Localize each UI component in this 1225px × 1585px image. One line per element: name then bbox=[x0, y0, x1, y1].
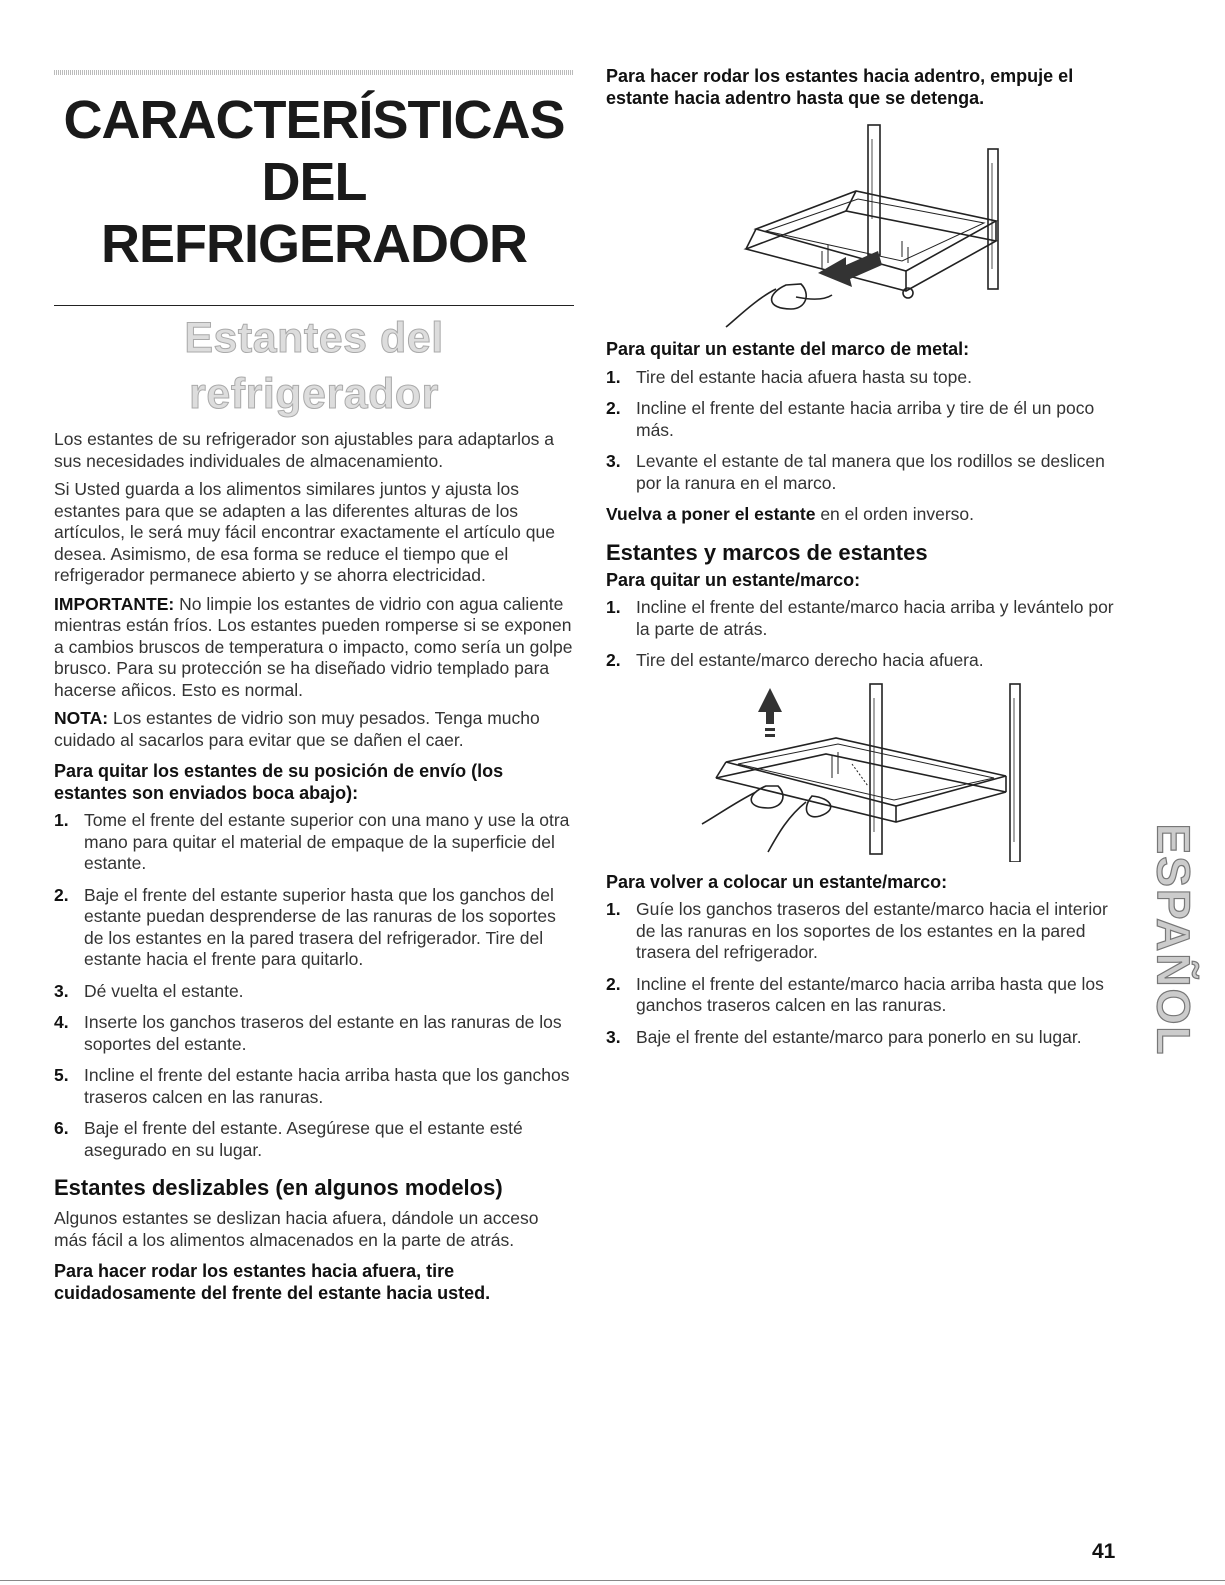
note-paragraph bbox=[54, 708, 574, 751]
page-title bbox=[54, 89, 574, 275]
page-title-line2: DEL REFRIGERADOR bbox=[100, 152, 527, 274]
step-text: Levante el estante de tal manera que los rodillos se deslicen por la ranura en el marco. bbox=[636, 451, 1105, 493]
list-item bbox=[54, 885, 574, 971]
shipping-heading: Para quitar los estantes de su posición de envío (los estantes son enviados boca abajo): bbox=[54, 761, 504, 803]
step-text: Incline el frente del estante/marco hacia arriba y levántelo por la parte de atrás. bbox=[636, 597, 1114, 639]
step-text: Incline el frente del estante hacia arriba y tire de él un poco más. bbox=[636, 398, 1095, 440]
language-tab-label: ESPAÑOL bbox=[1147, 823, 1200, 1057]
step-text: Baje el frente del estante. Asegúrese que el estante esté asegurado en su lugar. bbox=[84, 1118, 523, 1160]
list-item bbox=[606, 367, 1126, 389]
list-item bbox=[606, 974, 1126, 1017]
top-rule bbox=[54, 70, 574, 75]
replace-shelf-paragraph bbox=[606, 504, 1126, 526]
step-text: Guíe los ganchos traseros del estante/marco hacia el interior de las ranuras en los soportes de los estantes en la pared trasera del refrigerador. bbox=[636, 899, 1108, 962]
step-text: Incline el frente del estante/marco hacia arriba hasta que los ganchos traseros calcen en las ranuras. bbox=[636, 973, 1104, 1015]
remove-frame-steps bbox=[606, 597, 1126, 672]
sliding-shelves-text: Algunos estantes se deslizan hacia afuera, dándole un acceso más fácil a los alimentos almacenados en la parte de atrás. bbox=[54, 1208, 539, 1250]
frames-heading: Estantes y marcos de estantes bbox=[606, 539, 928, 565]
replace-frame-steps bbox=[606, 899, 1126, 1048]
shipping-steps bbox=[54, 810, 574, 1161]
step-text: Baje el frente del estante superior hasta que los ganchos del estante puedan desprenderse de las ranuras de los soportes de los estantes en la pared trasera del refrigerador. Tire del estante hacia el frente para quitarlo. bbox=[84, 884, 556, 969]
intro-paragraph: Los estantes de su refrigerador son ajustables para adaptarlos a sus necesidades individuales de almacenamiento. bbox=[54, 429, 555, 471]
step-text: Tire del estante hacia afuera hasta su tope. bbox=[636, 366, 972, 387]
important-paragraph bbox=[54, 594, 574, 702]
bottom-rule bbox=[0, 1580, 1225, 1581]
replace-frame-heading: Para volver a colocar un estante/marco: bbox=[606, 871, 948, 892]
remove-metal-steps bbox=[606, 367, 1126, 495]
right-column bbox=[606, 66, 1126, 1058]
list-item bbox=[606, 1027, 1126, 1049]
step-text: Incline el frente del estante hacia arriba hasta que los ganchos traseros calcen en las ranuras. bbox=[84, 1065, 570, 1107]
roll-out-instruction: Para hacer rodar los estantes hacia afuera, tire cuidadosamente del frente del estante hacia usted. bbox=[54, 1261, 491, 1303]
left-column bbox=[54, 70, 574, 1304]
list-item bbox=[54, 810, 574, 875]
shelf-frame-illustration bbox=[606, 682, 1046, 862]
list-item bbox=[606, 597, 1126, 640]
list-item bbox=[54, 1118, 574, 1161]
list-item bbox=[606, 899, 1126, 964]
step-number: 1. bbox=[606, 366, 621, 387]
step-text: Tome el frente del estante superior con una mano y use la otra mano para quitar el material de empaque de la superficie del estante. bbox=[84, 810, 570, 873]
step-number: 3. bbox=[606, 1026, 621, 1047]
step-number: 2. bbox=[606, 973, 621, 994]
step-number: 3. bbox=[606, 451, 621, 471]
step-number: 5. bbox=[54, 1065, 69, 1085]
step-number: 2. bbox=[54, 884, 69, 905]
language-side-tab bbox=[1148, 820, 1198, 1060]
step-number: 3. bbox=[54, 980, 69, 1001]
step-number: 1. bbox=[606, 899, 621, 919]
remove-metal-heading: Para quitar un estante del marco de metal: bbox=[606, 339, 970, 359]
page-number: 41 bbox=[1092, 1540, 1116, 1563]
step-number: 6. bbox=[54, 1118, 69, 1138]
remove-frame-heading: Para quitar un estante/marco: bbox=[606, 569, 861, 590]
step-text: Baje el frente del estante/marco para ponerlo en su lugar. bbox=[636, 1026, 1082, 1047]
list-item bbox=[54, 981, 574, 1003]
shelf-roll-out-illustration bbox=[606, 119, 1026, 329]
step-number: 1. bbox=[54, 810, 69, 830]
list-item bbox=[606, 650, 1126, 672]
step-text: Inserte los ganchos traseros del estante en las ranuras de los soportes del estante. bbox=[84, 1012, 562, 1054]
step-text: Tire del estante/marco derecho hacia afuera. bbox=[636, 650, 984, 670]
list-item bbox=[54, 1065, 574, 1108]
sliding-shelves-heading: Estantes deslizables (en algunos modelos) bbox=[54, 1175, 503, 1200]
list-item bbox=[606, 398, 1126, 441]
page-title-line1: CARACTERÍSTICAS bbox=[63, 90, 565, 150]
important-label: IMPORTANTE: bbox=[54, 593, 175, 614]
step-number: 4. bbox=[54, 1012, 69, 1032]
step-number: 1. bbox=[606, 597, 621, 617]
section-title: Estantes del refrigerador bbox=[184, 314, 444, 418]
note-text: Los estantes de vidrio son muy pesados. Tenga mucho cuidado al sacarlos para evitar que se dañen el caer. bbox=[54, 708, 540, 750]
replace-shelf-text: en el orden inverso. bbox=[820, 504, 975, 524]
title-rule bbox=[54, 305, 574, 306]
replace-shelf-bold: Vuelva a poner el estante bbox=[606, 504, 816, 524]
list-item bbox=[54, 1012, 574, 1055]
note-label: NOTA: bbox=[54, 708, 109, 728]
storage-paragraph: Si Usted guarda a los alimentos similares juntos y ajusta los estantes para que se adapten a las diferentes alturas de los artículos, le será muy fácil encontrar exactamente el artículo que desea. Asimismo, de esa forma se reduce el tiempo que el refrigerador permanece abierto y se ahorra electricidad. bbox=[54, 479, 555, 585]
step-text: Dé vuelta el estante. bbox=[84, 980, 244, 1001]
step-number: 2. bbox=[606, 398, 621, 418]
important-text: No limpie los estantes de vidrio con agua caliente mientras están fríos. Los estantes pueden romperse si se exponen a cambios bruscos de temperatura o impacto, como sería un golpe brusco. Para su protección se ha diseñado vidrio templado para hacerse añicos. Esto es normal. bbox=[54, 593, 573, 700]
step-number: 2. bbox=[606, 650, 621, 670]
roll-in-instruction: Para hacer rodar los estantes hacia adentro, empuje el estante hacia adentro hasta que se detenga. bbox=[606, 66, 1074, 108]
list-item bbox=[606, 451, 1126, 494]
